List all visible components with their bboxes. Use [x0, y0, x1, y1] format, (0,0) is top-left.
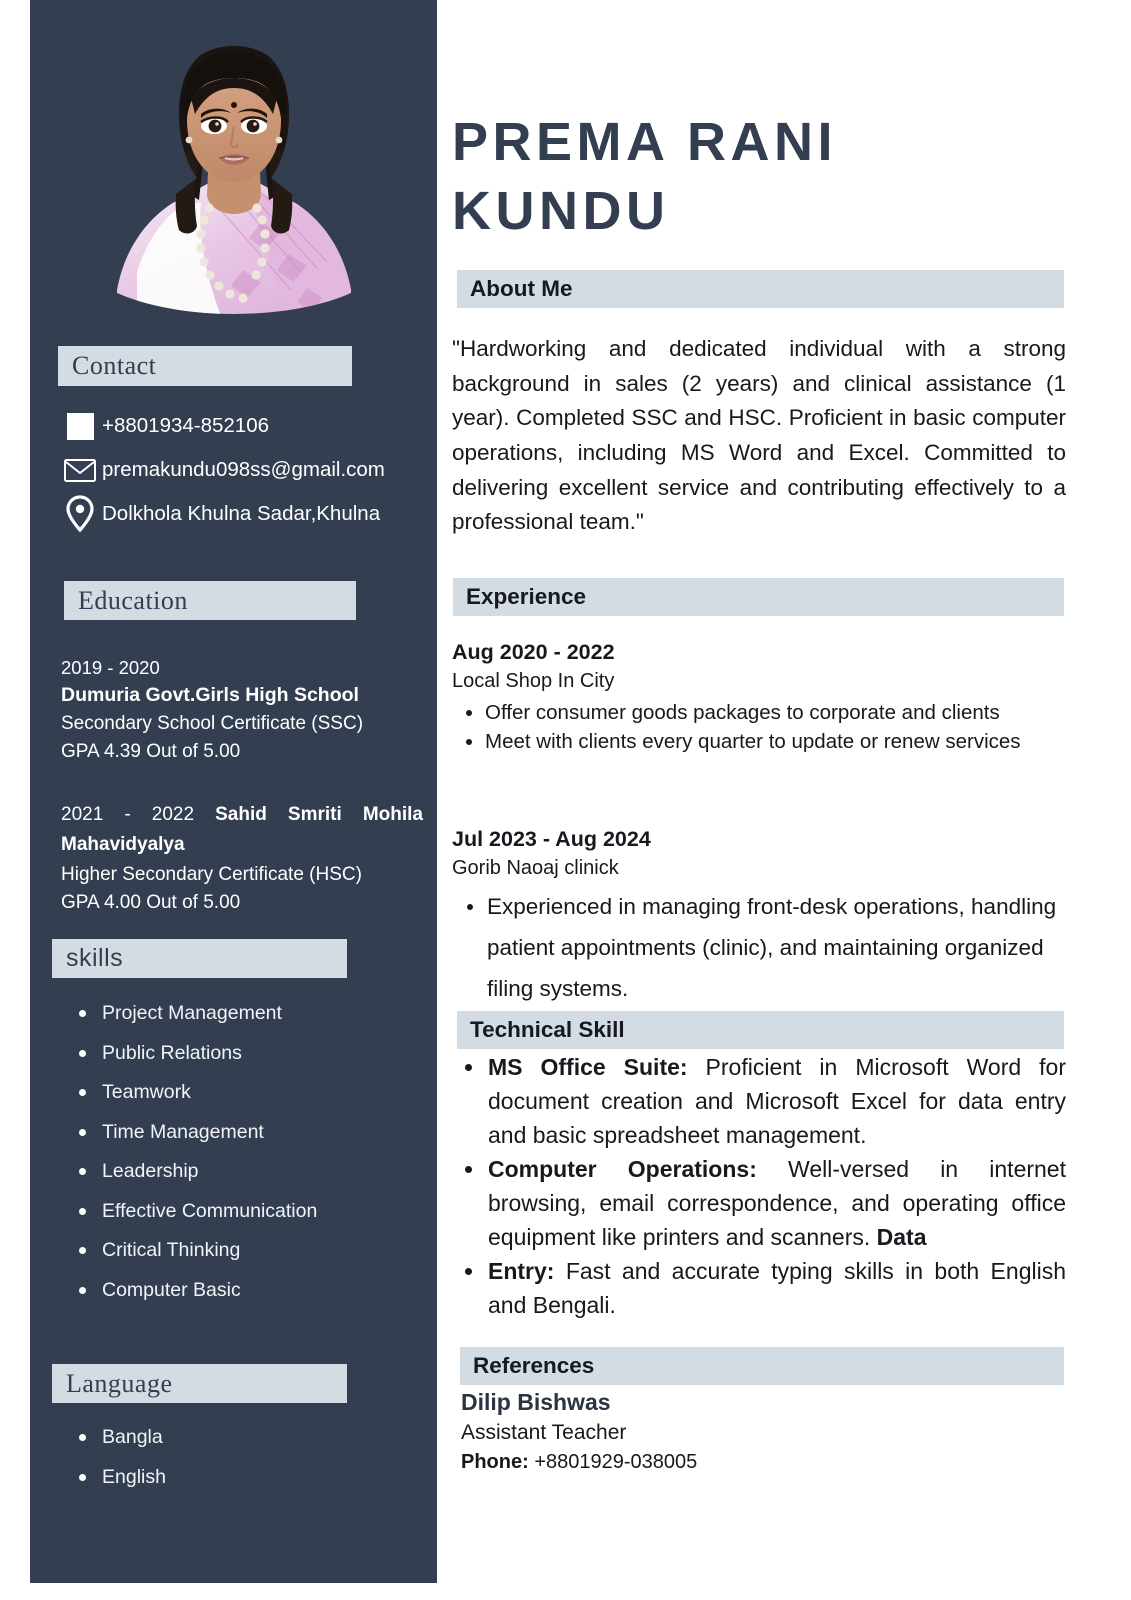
reference-phone [461, 1448, 1061, 1476]
contact-email[interactable] [58, 448, 458, 492]
contact-location-value: Dolkhola Khulna Sadar,Khulna [102, 502, 381, 525]
references-heading: References [460, 1347, 1064, 1385]
profile-photo [101, 22, 367, 316]
technical-skill-text: Well-versed in internet browsing, email correspondence, and operating office equipment like printers and scanners. [488, 1156, 1066, 1251]
list-item [452, 1050, 1066, 1152]
reference-role: Assistant Teacher [461, 1420, 627, 1444]
experience-organization: Local Shop In City [452, 670, 615, 693]
list-item: Effective Communication [70, 1202, 430, 1222]
list-item [452, 1152, 1066, 1254]
language-list [70, 1428, 430, 1507]
education-school: Dumuria Govt.Girls High School [61, 684, 359, 707]
list-item: Project Management [70, 1004, 430, 1024]
reference-phone-value: +8801929-038005 [528, 1450, 698, 1473]
list-item: Public Relations [70, 1044, 430, 1064]
list-item: Teamwork [70, 1083, 430, 1103]
list-item: English [70, 1468, 430, 1488]
technical-skill-label: Entry: [488, 1258, 555, 1285]
phone-icon [58, 413, 102, 440]
list-item: Meet with clients every quarter to update or renew services [452, 728, 1066, 755]
reference-name: Dilip Bishwas [461, 1389, 611, 1415]
list-item: Time Management [70, 1123, 430, 1143]
avatar [101, 22, 367, 316]
technical-skill-label: Computer Operations: [488, 1156, 757, 1183]
reference-entry [461, 1386, 1061, 1476]
education-degree: Secondary School Certificate (SSC) [61, 713, 364, 735]
technical-skill-label: MS Office Suite: [488, 1054, 688, 1080]
education-gpa: GPA 4.39 Out of 5.00 [61, 741, 241, 763]
technical-skill-trailing: Data [876, 1224, 927, 1251]
list-item: Offer consumer goods packages to corporate and clients [452, 699, 1066, 726]
experience-date: Jul 2023 - Aug 2024 [452, 827, 651, 851]
skills-heading: skills [52, 939, 347, 978]
location-icon [58, 495, 102, 533]
contact-heading: Contact [58, 346, 352, 386]
technical-skill-text: Fast and accurate typing skills in both English and Bengali. [488, 1258, 1066, 1319]
list-item: Bangla [70, 1428, 430, 1448]
experience-heading: Experience [453, 578, 1064, 616]
contact-email-value: premakundu098ss@gmail.com [102, 458, 385, 481]
page-title [452, 108, 1064, 246]
experience-entry [452, 638, 1066, 758]
education-years-school [61, 800, 423, 861]
education-entry [61, 800, 423, 917]
name-line-1: PREMA RANI [452, 112, 838, 172]
about-heading: About Me [457, 270, 1064, 308]
contact-location[interactable] [58, 492, 458, 536]
name-line-2: KUNDU [452, 181, 670, 242]
list-item: Leadership [70, 1162, 430, 1182]
experience-bullets [452, 886, 1066, 1010]
list-item: Experienced in managing front-desk operations, handling patient appointments (clinic), and maintaining organized filing systems. [452, 886, 1066, 1010]
education-degree: Higher Secondary Certificate (HSC) [61, 863, 362, 885]
contact-list [58, 404, 458, 536]
education-years: 2019 - 2020 [61, 657, 160, 678]
education-entry [61, 654, 423, 766]
skills-list [70, 1004, 430, 1320]
technical-skill-text: Proficient in Microsoft Word for document creation and Microsoft Excel for data entry and basic spreadsheet management. [488, 1054, 1066, 1149]
experience-entry [452, 825, 1066, 1012]
list-item: Computer Basic [70, 1281, 430, 1301]
reference-phone-label: Phone: [461, 1450, 529, 1473]
technical-skill-list [452, 1050, 1066, 1322]
sidebar [30, 0, 437, 1583]
experience-date: Aug 2020 - 2022 [452, 640, 615, 664]
list-item: Critical Thinking [70, 1241, 430, 1261]
education-school: Sahid Smriti Mohila Mahavidyalya [61, 804, 423, 856]
experience-organization: Gorib Naoaj clinick [452, 857, 619, 880]
experience-bullets [452, 699, 1066, 756]
contact-phone[interactable] [58, 404, 458, 448]
education-gpa: GPA 4.00 Out of 5.00 [61, 891, 241, 913]
email-icon [58, 457, 102, 483]
list-item [452, 1254, 1066, 1322]
about-text: "Hardworking and dedicated individual with a strong background in sales (2 years) and clinical assistance (1 year). Completed SSC and HSC. Proficient in basic computer operations, including MS Word and Excel. Committed to delivering excellent service and contributing effectively to a professional team." [452, 336, 1066, 535]
technical-skill-heading: Technical Skill [457, 1011, 1064, 1049]
language-heading: Language [52, 1364, 347, 1403]
education-heading: Education [64, 581, 356, 620]
contact-phone-value: +8801934-852106 [102, 414, 270, 437]
education-years: 2021 - 2022 [61, 804, 216, 825]
